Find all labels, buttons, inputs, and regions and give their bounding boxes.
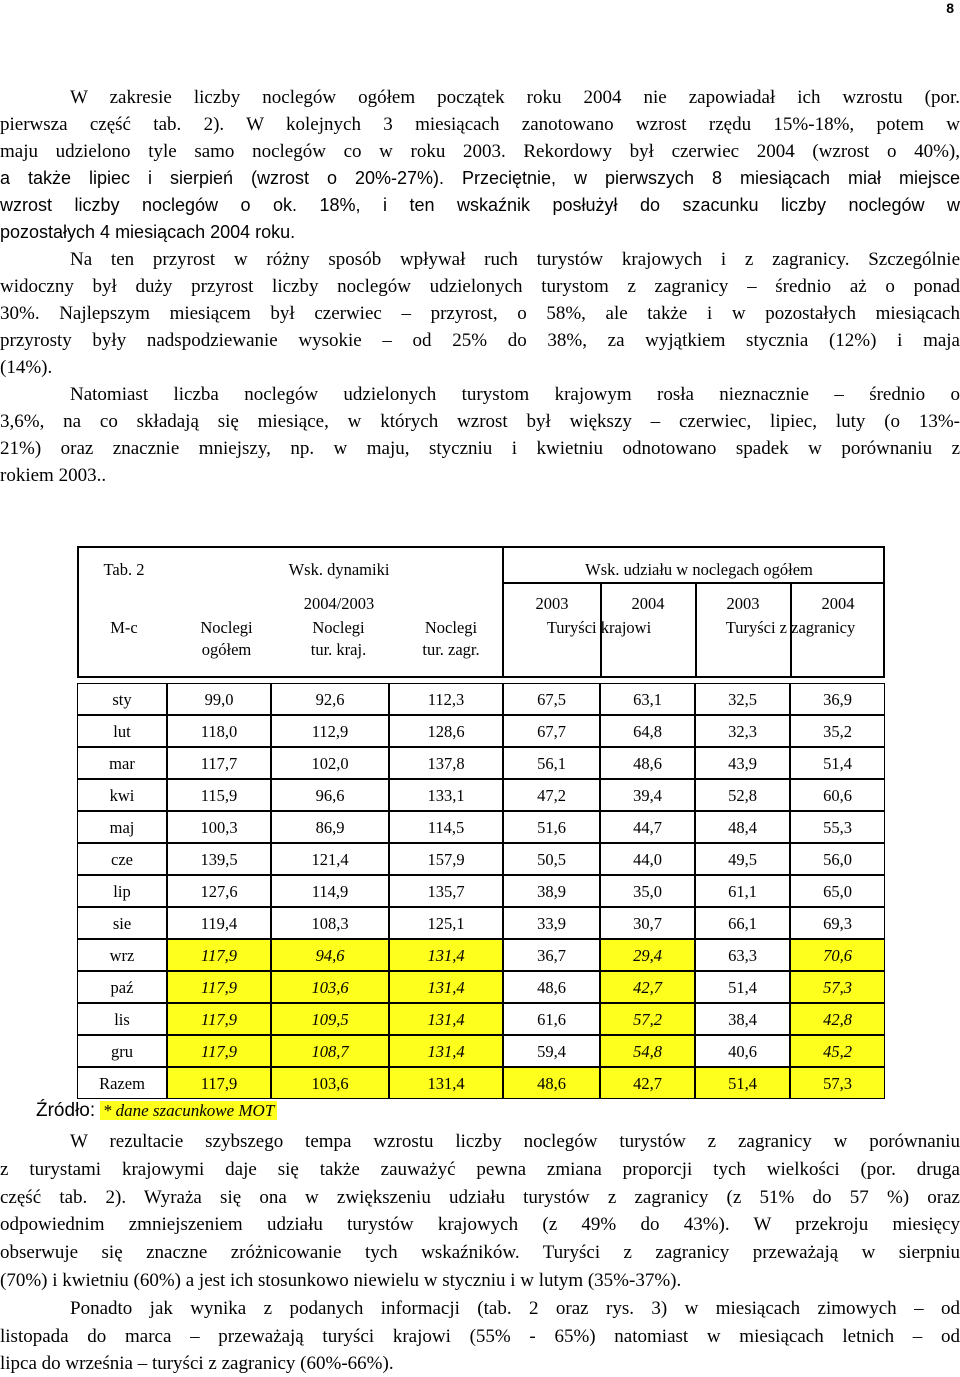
table-cell: 94,6 [271, 939, 389, 971]
table-cell: 100,3 [167, 811, 271, 843]
table-cell: 51,4 [695, 971, 790, 1003]
col-noclegi-kraj-1: Noclegi [312, 618, 365, 637]
source-line [36, 1100, 277, 1122]
table-cell: 61,6 [503, 1003, 600, 1035]
group-share: Wsk. udziału w noclegach ogółem [585, 560, 813, 579]
table-cell: 38,9 [503, 875, 600, 907]
table-cell: 121,4 [271, 843, 389, 875]
table-cell: 64,8 [600, 715, 695, 747]
table-cell: 56,0 [790, 843, 885, 875]
table-cell: 32,3 [695, 715, 790, 747]
total-cell: 131,4 [389, 1067, 503, 1099]
table-cell: 114,9 [271, 875, 389, 907]
table-cell: 44,7 [600, 811, 695, 843]
table-cell: 36,7 [503, 939, 600, 971]
table-cell: 131,4 [389, 971, 503, 1003]
table-cell: 60,6 [790, 779, 885, 811]
table-cell: 33,9 [503, 907, 600, 939]
table-cell: 54,8 [600, 1035, 695, 1067]
table-cell: 127,6 [167, 875, 271, 907]
table-cell: 135,7 [389, 875, 503, 907]
table-cell: 52,8 [695, 779, 790, 811]
total-cell: 57,3 [790, 1067, 885, 1099]
table-cell: 99,0 [167, 683, 271, 715]
source-note: * dane szacunkowe MOT [100, 1101, 277, 1120]
text-line: listopada do marca – przeważają turyści krajowi (55% - 65%) natomiast w miesiącach letnich – od [0, 1326, 960, 1347]
table-cell: 48,4 [695, 811, 790, 843]
table-cell: 40,6 [695, 1035, 790, 1067]
month-cell: maj [77, 811, 167, 843]
month-cell: sie [77, 907, 167, 939]
table-cell: 47,2 [503, 779, 600, 811]
table-cell: 50,5 [503, 843, 600, 875]
table-cell: 35,0 [600, 875, 695, 907]
table-cell: 30,7 [600, 907, 695, 939]
col-noclegi-ogolem-2: ogółem [201, 640, 252, 659]
table-cell: 117,9 [167, 939, 271, 971]
table-cell: 42,7 [600, 971, 695, 1003]
tab-label: Tab. 2 [103, 560, 145, 579]
year-2004-b: 2004 [821, 594, 855, 613]
table-cell: 137,8 [389, 747, 503, 779]
table-cell: 67,5 [503, 683, 600, 715]
table-cell: 133,1 [389, 779, 503, 811]
total-cell: 117,9 [167, 1067, 271, 1099]
table-cell: 112,3 [389, 683, 503, 715]
text-line: Ponadto jak wynika z podanych informacji (tab. 2 oraz rys. 3) w miesiącach zimowych – od [70, 1298, 960, 1319]
table-cell: 131,4 [389, 939, 503, 971]
table-cell: 35,2 [790, 715, 885, 747]
text-line: W rezultacie szybszego tempa wzrostu liczby noclegów turystów z zagranicy w porównaniu [70, 1131, 960, 1152]
text-line: część tab. 2). Wyraża się ona w zwiększeniu udziału turystów z zagranicy (z 51% do 57 %) oraz [0, 1187, 960, 1208]
text-line: a także lipiec i sierpień (wzrost o 20%-27%). Przeciętnie, w pierwszych 8 miesiącach miał miejsce [0, 168, 960, 188]
table-cell: 131,4 [389, 1035, 503, 1067]
table-cell: 118,0 [167, 715, 271, 747]
source-label: Źródło: [36, 1100, 96, 1121]
col-turysci-krajowi: Turyści krajowi [546, 618, 652, 637]
table-cell: 36,9 [790, 683, 885, 715]
table-cell: 56,1 [503, 747, 600, 779]
table-cell: 39,4 [600, 779, 695, 811]
period-label: 2004/2003 [303, 594, 375, 613]
table-cell: 63,3 [695, 939, 790, 971]
table-cell: 112,9 [271, 715, 389, 747]
table-cell: 59,4 [503, 1035, 600, 1067]
year-2003-a: 2003 [535, 594, 569, 613]
text-line: odpowiednim zmniejszeniem udziału turystów krajowych (z 49% do 43%). W przekroju miesięcy [0, 1214, 960, 1235]
table-cell: 45,2 [790, 1035, 885, 1067]
table-cell: 66,1 [695, 907, 790, 939]
table-cell: 115,9 [167, 779, 271, 811]
text-line: z turystami krajowymi daje się także zauważyć pewna zmiana proporcji tych wielkości (por. druga [0, 1159, 960, 1180]
table-cell: 125,1 [389, 907, 503, 939]
month-cell: cze [77, 843, 167, 875]
table-cell: 29,4 [600, 939, 695, 971]
text-line: Na ten przyrost w różny sposób wpływał ruch turystów krajowych i z zagranicy. Szczególnie [70, 249, 960, 270]
table-cell: 117,9 [167, 1035, 271, 1067]
text-line: przyrosty były nadspodziewanie wysokie – od 25% do 38%, za wyjątkiem stycznia (12%) i maja [0, 330, 960, 351]
table-cell: 51,4 [790, 747, 885, 779]
month-cell: lip [77, 875, 167, 907]
table-cell: 57,2 [600, 1003, 695, 1035]
text-line: 3,6%, na co składają się miesiące, w których wzrost był większy – czerwiec, lipiec, luty (o 13%- [0, 411, 960, 432]
text-line: wzrost liczby noclegów o ok. 18%, i ten wskaźnik posłużył do szacunku liczby noclegów w [0, 195, 960, 215]
table-cell: 96,6 [271, 779, 389, 811]
table-cell: 51,6 [503, 811, 600, 843]
table-header [77, 546, 885, 678]
table-cell: 108,3 [271, 907, 389, 939]
text-line: obserwuje się znaczne zróżnicowanie tych wskaźników. Turyści z zagranicy przeważają w sierpniu [0, 1242, 960, 1263]
total-cell: 51,4 [695, 1067, 790, 1099]
month-header: M-c [110, 618, 138, 637]
table-cell: 69,3 [790, 907, 885, 939]
month-cell: paź [77, 971, 167, 1003]
text-line: W zakresie liczby noclegów ogółem początek roku 2004 nie zapowiadał ich wzrostu (por. [70, 87, 960, 108]
table-cell: 86,9 [271, 811, 389, 843]
year-2004-a: 2004 [631, 594, 665, 613]
month-cell: lis [77, 1003, 167, 1035]
table-cell: 42,8 [790, 1003, 885, 1035]
table-cell: 117,9 [167, 971, 271, 1003]
table-cell: 48,6 [600, 747, 695, 779]
month-cell: lut [77, 715, 167, 747]
table-cell: 108,7 [271, 1035, 389, 1067]
col-noclegi-zagr-1: Noclegi [424, 618, 478, 637]
text-line: widoczny był duży przyrost liczby noclegów udzielonych turystom z zagranicy – średnio aż o ponad [0, 276, 960, 297]
col-noclegi-zagr-2: tur. zagr. [422, 640, 480, 659]
table-cell: 63,1 [600, 683, 695, 715]
month-cell: wrz [77, 939, 167, 971]
table-cell: 70,6 [790, 939, 885, 971]
text-line: Natomiast liczba noclegów udzielonych turystom krajowym rosła nieznacznie – średnio o [70, 384, 960, 405]
table-cell: 32,5 [695, 683, 790, 715]
table-cell: 67,7 [503, 715, 600, 747]
text-line: 30%. Najlepszym miesiącem był czerwiec – przyrost, o 58%, ale także i w pozostałych miesiącach [0, 303, 960, 324]
table-cell: 49,5 [695, 843, 790, 875]
year-2003-b: 2003 [726, 594, 760, 613]
table-cell: 109,5 [271, 1003, 389, 1035]
text-line: rokiem 2003.. [0, 465, 107, 486]
col-noclegi-ogolem-1: Noclegi [200, 618, 253, 637]
text-line: maju udzielono tyle samo noclegów co w roku 2003. Rekordowy był czerwiec 2004 (wzrost o 40%), [0, 141, 960, 162]
month-cell: sty [77, 683, 167, 715]
total-label: Razem [77, 1067, 167, 1099]
text-line: (70%) i kwietniu (60%) a jest ich stosunkowo niewielu w styczniu i w lutym (35%-37%). [0, 1270, 682, 1291]
table-cell: 119,4 [167, 907, 271, 939]
table-cell: 128,6 [389, 715, 503, 747]
table-cell: 61,1 [695, 875, 790, 907]
table-cell: 117,9 [167, 1003, 271, 1035]
total-cell: 103,6 [271, 1067, 389, 1099]
text-line: lipca do września – turyści z zagranicy (60%-66%). [0, 1353, 394, 1374]
table-cell: 92,6 [271, 683, 389, 715]
col-noclegi-kraj-2: tur. kraj. [310, 640, 367, 659]
text-line: pozostałych 4 miesiącach 2004 roku. [0, 222, 296, 242]
total-cell: 48,6 [503, 1067, 600, 1099]
table-cell: 57,3 [790, 971, 885, 1003]
table-cell: 139,5 [167, 843, 271, 875]
table-cell: 103,6 [271, 971, 389, 1003]
page-number: 8 [946, 0, 954, 16]
text-line: 21%) oraz znacznie mniejszy, np. w maju, styczniu i kwietniu odnotowano spadek w porównaniu z [0, 438, 960, 459]
table-cell: 131,4 [389, 1003, 503, 1035]
table-cell: 43,9 [695, 747, 790, 779]
table-cell: 157,9 [389, 843, 503, 875]
table-cell: 114,5 [389, 811, 503, 843]
group-dynamics: Wsk. dynamiki [288, 560, 390, 579]
col-turysci-zagranica: Turyści z zagranicy [725, 618, 856, 637]
table-cell: 38,4 [695, 1003, 790, 1035]
table-cell: 48,6 [503, 971, 600, 1003]
table-cell: 65,0 [790, 875, 885, 907]
month-cell: gru [77, 1035, 167, 1067]
month-cell: kwi [77, 779, 167, 811]
table-cell: 117,7 [167, 747, 271, 779]
table-cell: 102,0 [271, 747, 389, 779]
text-line: (14%). [0, 357, 53, 378]
text-line: pierwsza część tab. 2). W kolejnych 3 miesiącach zanotowano wzrost rzędu 15%-18%, potem w [0, 114, 960, 135]
month-cell: mar [77, 747, 167, 779]
table-cell: 44,0 [600, 843, 695, 875]
table-cell: 55,3 [790, 811, 885, 843]
total-cell: 42,7 [600, 1067, 695, 1099]
